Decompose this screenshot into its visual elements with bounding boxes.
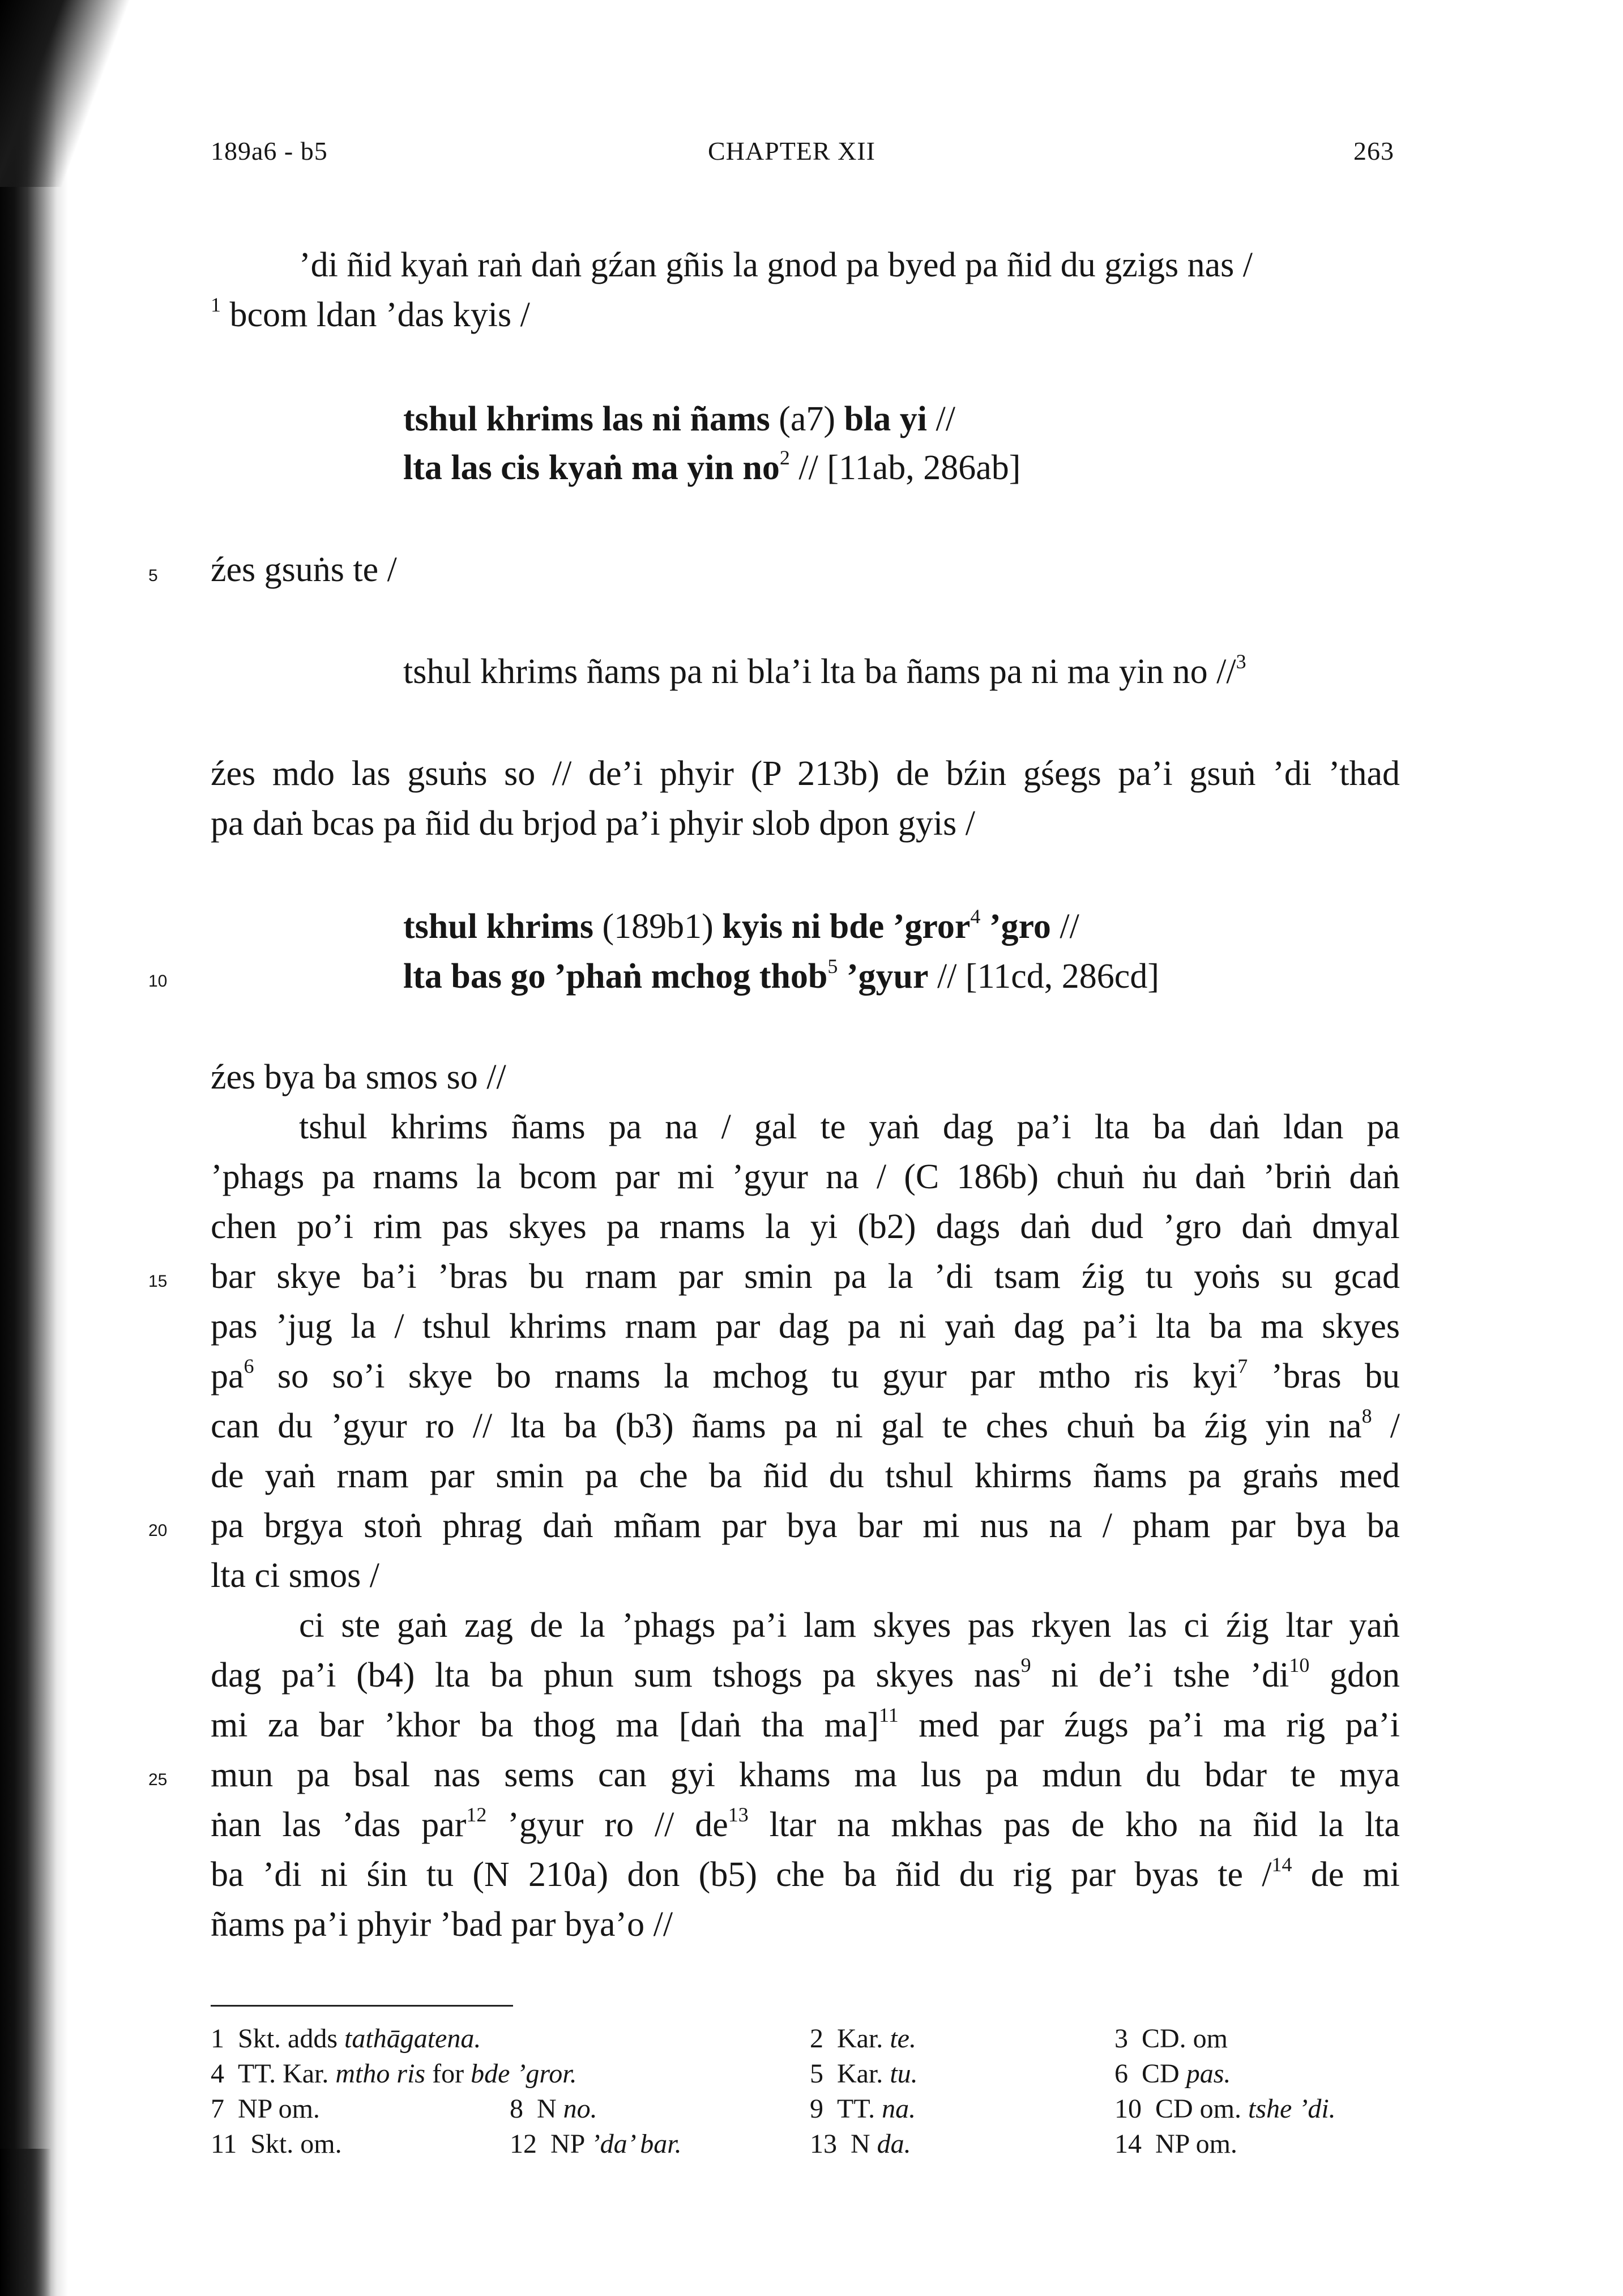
footnote-ref: 5 — [827, 955, 838, 978]
footnote-ref: 11 — [879, 1704, 899, 1727]
verse-line: lta bas go ’phaṅ mchog thob$^5$ ’gyur // [11cd, 286cd] — [403, 955, 1159, 996]
footnote: 7 NP om. — [211, 2094, 320, 2124]
text-line: ṅan las ’das par$^{12}$ ’gyur ro // $de^{13}$ ltar na mkhas pas de kho na ñid la lta — [211, 1803, 1400, 1844]
text-line: ci ste gaṅ zag de la ’phags pa’i lam skyes pas rkyen las ci źig ltar yaṅ — [299, 1606, 1400, 1645]
text-line: ’di ñid kyaṅ raṅ daṅ gźan gñis la gnod pa byed pa ñid du gzigs nas / — [299, 246, 1253, 284]
footnote-ref: 9 — [1020, 1654, 1031, 1677]
text-line: ba ’di ni śin tu (N 210a) don (b5) che ba ñid du rig par byas te /$^{14}$ de mi — [211, 1853, 1400, 1894]
text-line: de yaṅ rnam par smin pa che ba ñid du tshul khirms ñams pa graṅs med — [211, 1457, 1400, 1495]
footnote-ref: 3 — [1236, 650, 1246, 673]
text-line: pa daṅ bcas pa ñid du brjod pa’i phyir slob dpon gyis / — [211, 804, 976, 843]
footnote: 9 TT. na. — [810, 2094, 916, 2124]
text-line: źes gsuṅs te / — [211, 550, 397, 589]
text-line: ’phags pa rnams la bcom par mi ’gyur na / (C 186b) chuṅ ṅu daṅ ’briṅ daṅ — [211, 1158, 1400, 1196]
scan-binding-edge — [0, 0, 68, 2296]
footnote: 6 CD pas. — [1114, 2059, 1231, 2089]
verse-line: lta las cis kyaṅ ma yin $no^2 // [11ab$, 286ab] — [403, 446, 1021, 487]
text-line: can du ’gyur ro // lta ba (b3) ñams pa ni gal te ches chuṅ ba źig yin $na^8$ / — [211, 1405, 1400, 1445]
text-line: źes bya ba smos so // — [211, 1058, 506, 1096]
text-line: dag pa’i (b4) lta ba phun sum tshogs pa skyes nas$^9$ ni de’i tshe $’di^{10}$ gdon — [211, 1654, 1400, 1695]
scan-binding-shadow-bottom — [0, 2149, 51, 2296]
footnote-rule — [211, 2005, 513, 2007]
line-number: 25 — [148, 1770, 168, 1789]
text-line: mun pa bsal nas sems can gyi khams ma lus pa mdun du bdar te mya — [211, 1756, 1400, 1794]
running-head-chapter: CHAPTER XII — [708, 136, 875, 165]
text-line: $^1$ bcom ldan ’das kyis / — [211, 293, 530, 334]
text-line: ñams pa’i phyir ’bad par bya’o // — [211, 1905, 673, 1944]
line-number: 5 — [148, 566, 158, 585]
text-line: $pa^6$ so so’i skye bo rnams la mchog tu gyur par mtho ris kyi$^7$ ’bras bu — [211, 1355, 1400, 1395]
text-line: chen po’i rim pas skyes pa rnams la yi (b2) dags daṅ dud ’gro daṅ dmyal — [211, 1207, 1400, 1246]
footnote: 14 NP om. — [1114, 2129, 1237, 2159]
footnote-ref: 2 — [779, 446, 790, 470]
text-line: lta ci smos / — [211, 1556, 379, 1595]
running-head-folio: 189a6 - b5 — [211, 136, 328, 165]
footnote: 4 TT. Kar. mtho ris for bde ’gror. — [211, 2059, 577, 2089]
footnote-ref: 6 — [244, 1355, 254, 1378]
verse-line: tshul khrims (189b1) kyis ni bde ’gror$^4$ ’gro // — [403, 905, 1079, 946]
line-number: 15 — [148, 1272, 168, 1291]
footnote: 2 Kar. te. — [810, 2024, 916, 2054]
text-line: tshul khrims ñams pa na / gal te yaṅ dag pa’i lta ba daṅ ldan pa — [299, 1108, 1400, 1146]
footnote: 3 CD. om — [1114, 2024, 1228, 2054]
footnote: 5 Kar. tu. — [810, 2059, 918, 2089]
text-line: pa brgya stoṅ phrag daṅ mñam par bya bar mi nus na / pham par bya ba — [211, 1507, 1400, 1545]
text-line: pas ’jug la / tshul khrims rnam par dag pa ni yaṅ dag pa’i lta ba ma skyes — [211, 1307, 1400, 1346]
quote-line: tshul khrims ñams pa ni bla’i lta ba ñams pa ni ma yin no //$^3$ — [403, 650, 1246, 691]
line-number: 20 — [148, 1521, 168, 1540]
footnote: 13 N da. — [810, 2129, 911, 2159]
footnote: 8 N no. — [510, 2094, 597, 2124]
footnote-ref: 14 — [1271, 1853, 1292, 1876]
page-number: 263 — [1353, 136, 1394, 165]
text-line: bar skye ba’i ’bras bu rnam par smin pa la ’di tsam źig tu yoṅs su gcad — [211, 1257, 1400, 1296]
text-line: mi za bar ’khor ba thog ma [daṅ tha ma]$^{11}$ med par źugs pa’i ma rig pa’i — [211, 1704, 1400, 1744]
line-number: 10 — [148, 972, 168, 991]
footnote-ref: 4 — [970, 905, 981, 928]
footnote-ref: 8 — [1361, 1405, 1372, 1428]
footnote-ref: 1 — [211, 293, 221, 317]
footnote-ref: 13 — [728, 1803, 749, 1826]
footnote: 11 Skt. om. — [211, 2129, 342, 2159]
footnote-ref: 12 — [466, 1803, 487, 1826]
footnote-ref: 10 — [1289, 1654, 1310, 1677]
footnote: 1 Skt. adds tathāgatena. — [211, 2024, 481, 2054]
footnote: 12 NP ’da’ bar. — [510, 2129, 682, 2159]
footnote: 10 CD om. tshe ’di. — [1114, 2094, 1336, 2124]
footnote-ref: 7 — [1237, 1355, 1248, 1378]
verse-line: tshul khrims las ni ñams (a7) bla yi // — [403, 400, 955, 438]
text-line: źes mdo las gsuṅs so // de’i phyir (P 213b) de bźin gśegs pa’i gsuṅ ’di ’thad — [211, 754, 1400, 793]
scan-binding-shadow-top — [0, 0, 142, 187]
